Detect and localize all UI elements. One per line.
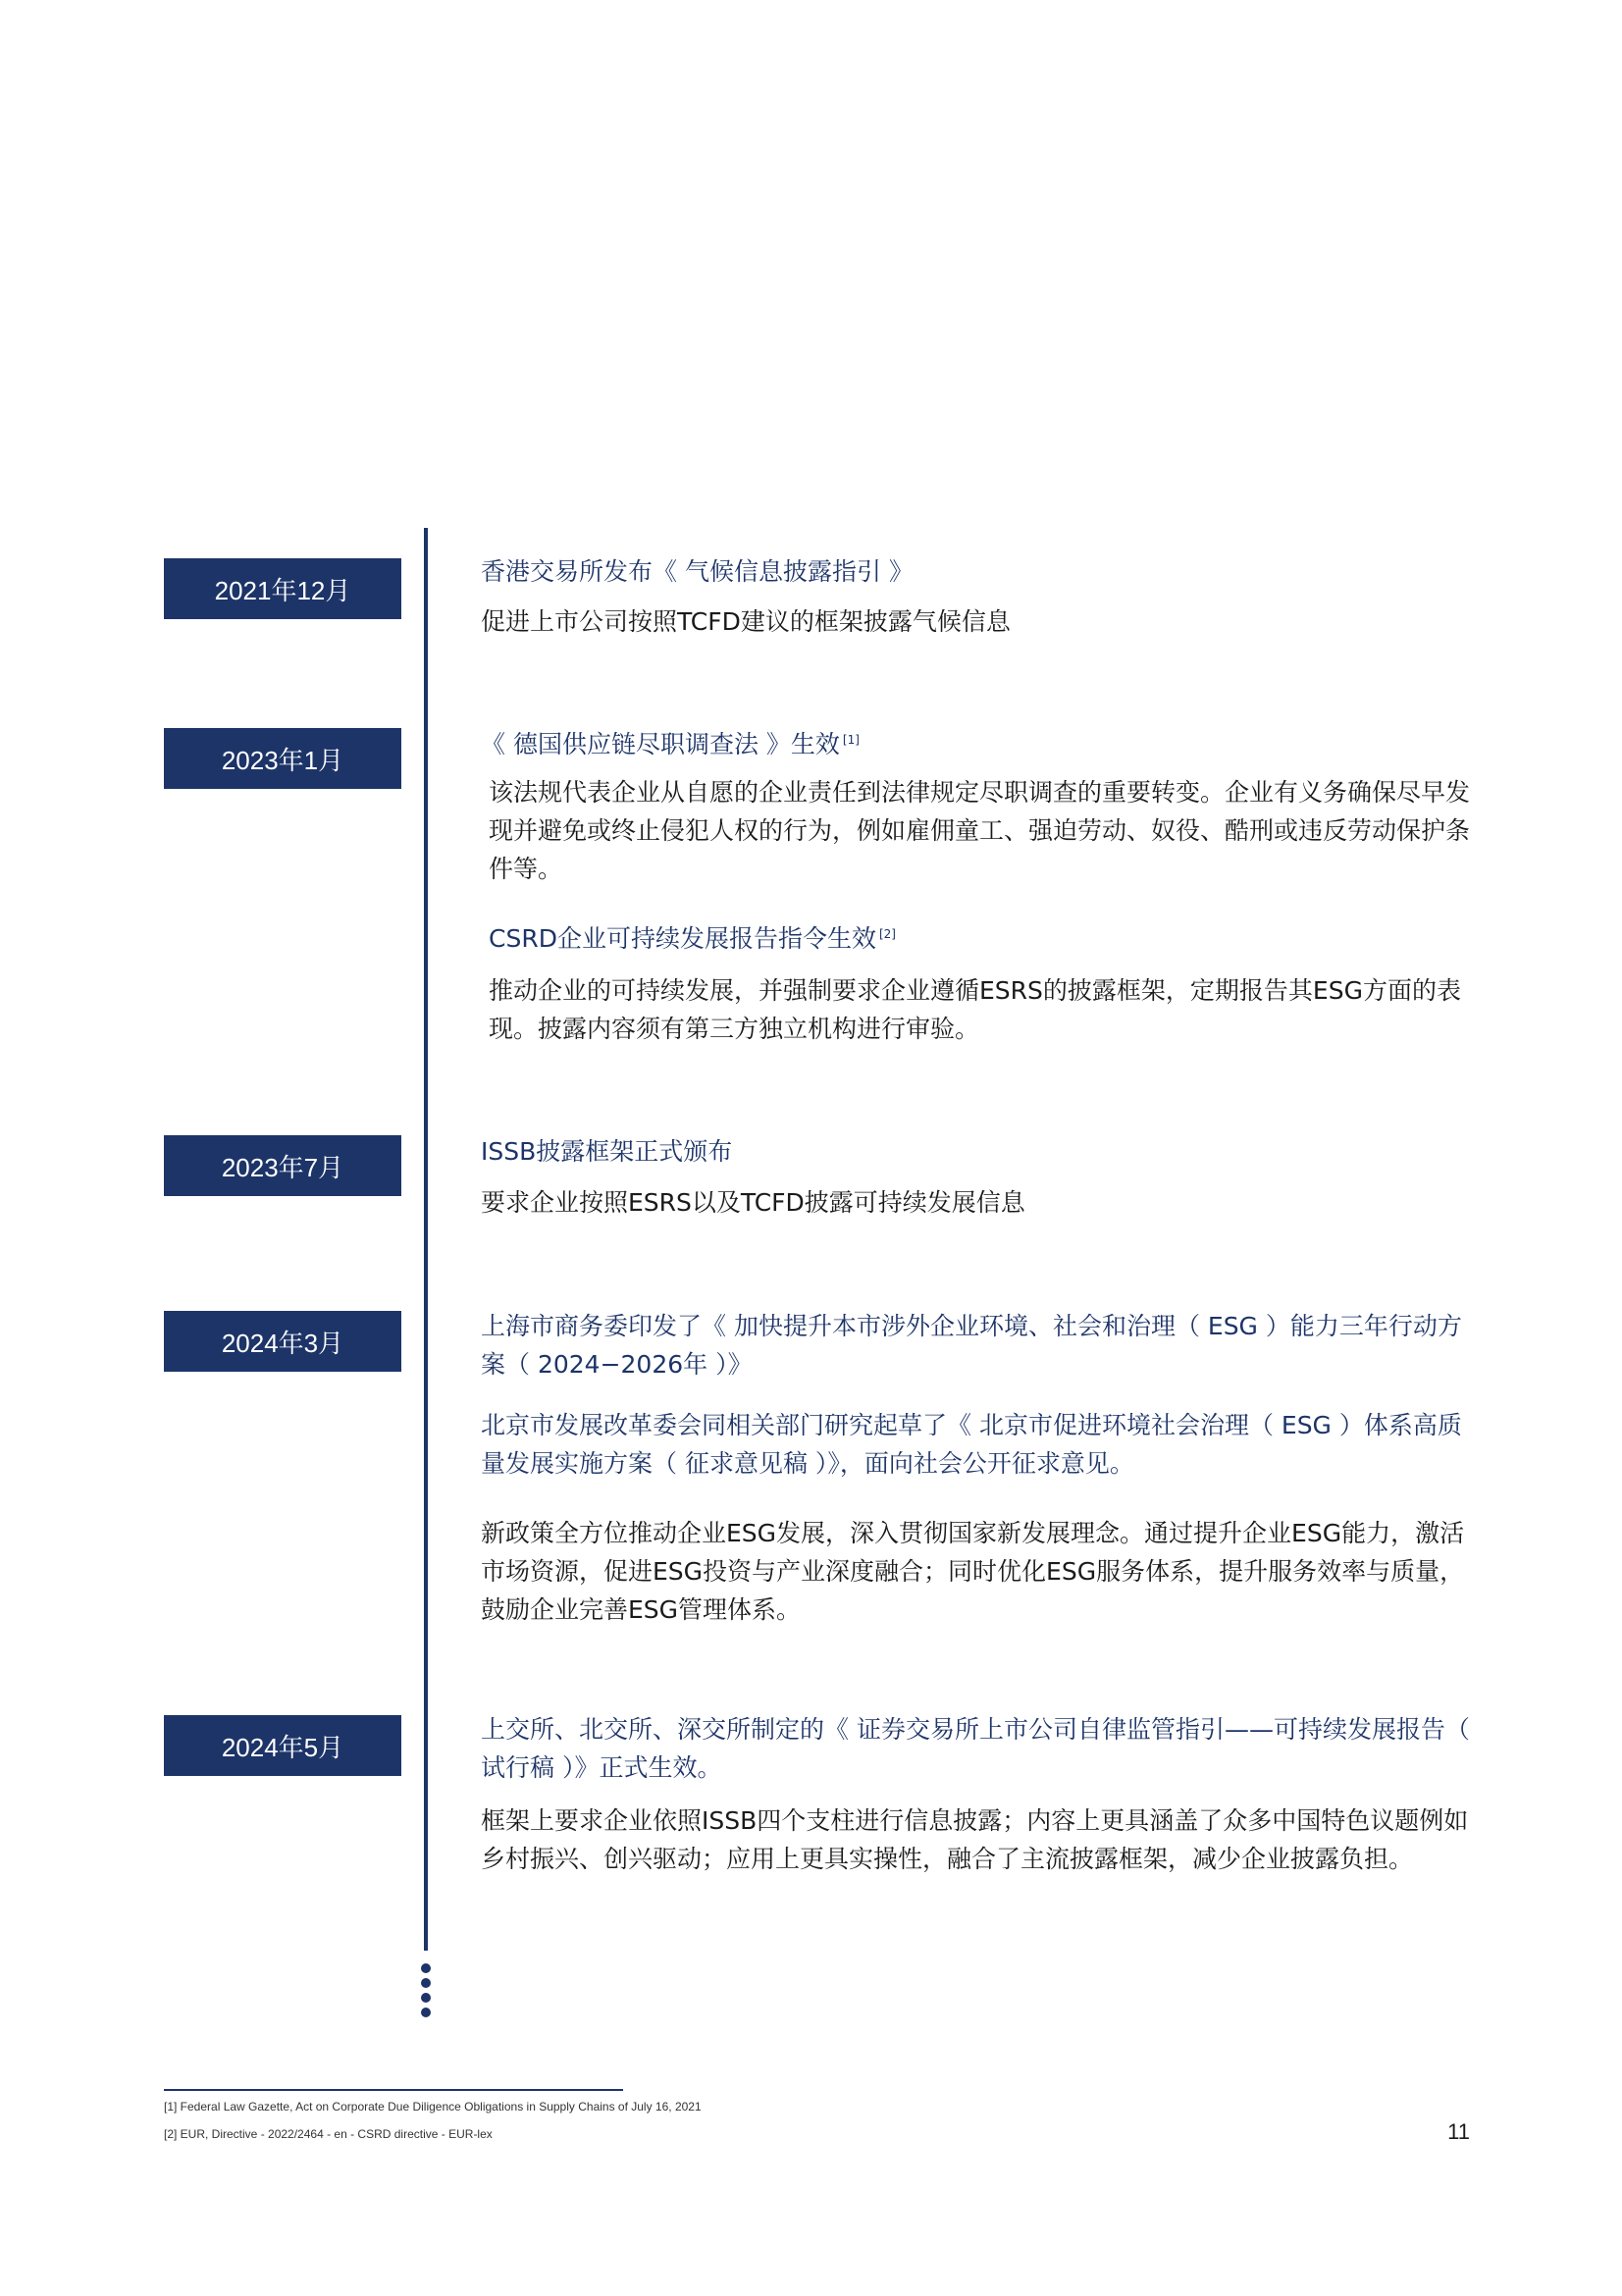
timeline-dot [421, 1963, 431, 1973]
entry-heading: 香港交易所发布《 气候信息披露指引 》 [481, 557, 914, 586]
entry-body: 新政策全方位推动企业ESG发展，深入贯彻国家新发展理念。通过提升企业ESG能力，激活市场资源，促进ESG投资与产业深度融合；同时优化ESG服务体系，提升服务效率与质量，鼓励企业完善ESG管理体系。 [481, 1519, 1465, 1624]
entry-body: 该法规代表企业从自愿的企业责任到法律规定尽职调查的重要转变。企业有义务确保尽早发现并避免或终止侵犯人权的行为，例如雇佣童工、强迫劳动、奴役、酷刑或违反劳动保护条件等。 [489, 778, 1471, 883]
timeline-dot [421, 1978, 431, 1988]
footnote-ref: [1] [842, 732, 860, 747]
entry-body: 促进上市公司按照TCFD建议的框架披露气候信息 [481, 607, 1011, 636]
footnote: [2] EUR, Directive - 2022/2464 - en - CSRD directive - EUR-lex [164, 2127, 493, 2141]
timeline-continuation-dots [420, 1963, 432, 2022]
entry-heading: 上交所、北交所、深交所制定的《 证券交易所上市公司自律监管指引——可持续发展报告（ 试行稿 ）》正式生效。 [481, 1715, 1470, 1782]
footnote-ref: [2] [878, 926, 896, 941]
entry-body: 推动企业的可持续发展，并强制要求企业遵循ESRS的披露框架，定期报告其ESG方面的表现。披露内容须有第三方独立机构进行审验。 [489, 976, 1461, 1043]
timeline-line [424, 528, 428, 1951]
entry-heading: 《 德国供应链尽职调查法 》生效 [1] [481, 730, 860, 758]
date-badge: 2024年5月 [164, 1715, 401, 1776]
page-number: 11 [1447, 2119, 1470, 2144]
date-badge: 2023年7月 [164, 1135, 401, 1196]
entry-body: 框架上要求企业依照ISSB四个支柱进行信息披露；内容上更具涵盖了众多中国特色议题例如乡村振兴、创兴驱动；应用上更具实操性，融合了主流披露框架，减少企业披露负担。 [481, 1806, 1469, 1873]
entry-heading: 北京市发展改革委会同相关部门研究起草了《 北京市促进环境社会治理（ ESG ）体系高质量发展实施方案（ 征求意见稿 ）》，面向社会公开征求意见。 [481, 1411, 1462, 1478]
timeline-dot [421, 1993, 431, 2003]
date-badge: 2023年1月 [164, 728, 401, 789]
footnote-rule [164, 2089, 623, 2091]
entry-heading: ISSB披露框架正式颁布 [481, 1137, 733, 1166]
entry-body: 要求企业按照ESRS以及TCFD披露可持续发展信息 [481, 1188, 1025, 1217]
footnote: [1] Federal Law Gazette, Act on Corporate Due Diligence Obligations in Supply Chains of July 16, 2021 [164, 2100, 702, 2113]
date-badge: 2021年12月 [164, 558, 401, 619]
entry-subheading: CSRD企业可持续发展报告指令生效 [2] [489, 924, 896, 953]
date-badge: 2024年3月 [164, 1311, 401, 1372]
timeline-dot [421, 2008, 431, 2017]
entry-heading: 上海市商务委印发了《 加快提升本市涉外企业环境、社会和治理（ ESG ）能力三年行动方案（ 2024−2026年 ）》 [481, 1312, 1462, 1379]
